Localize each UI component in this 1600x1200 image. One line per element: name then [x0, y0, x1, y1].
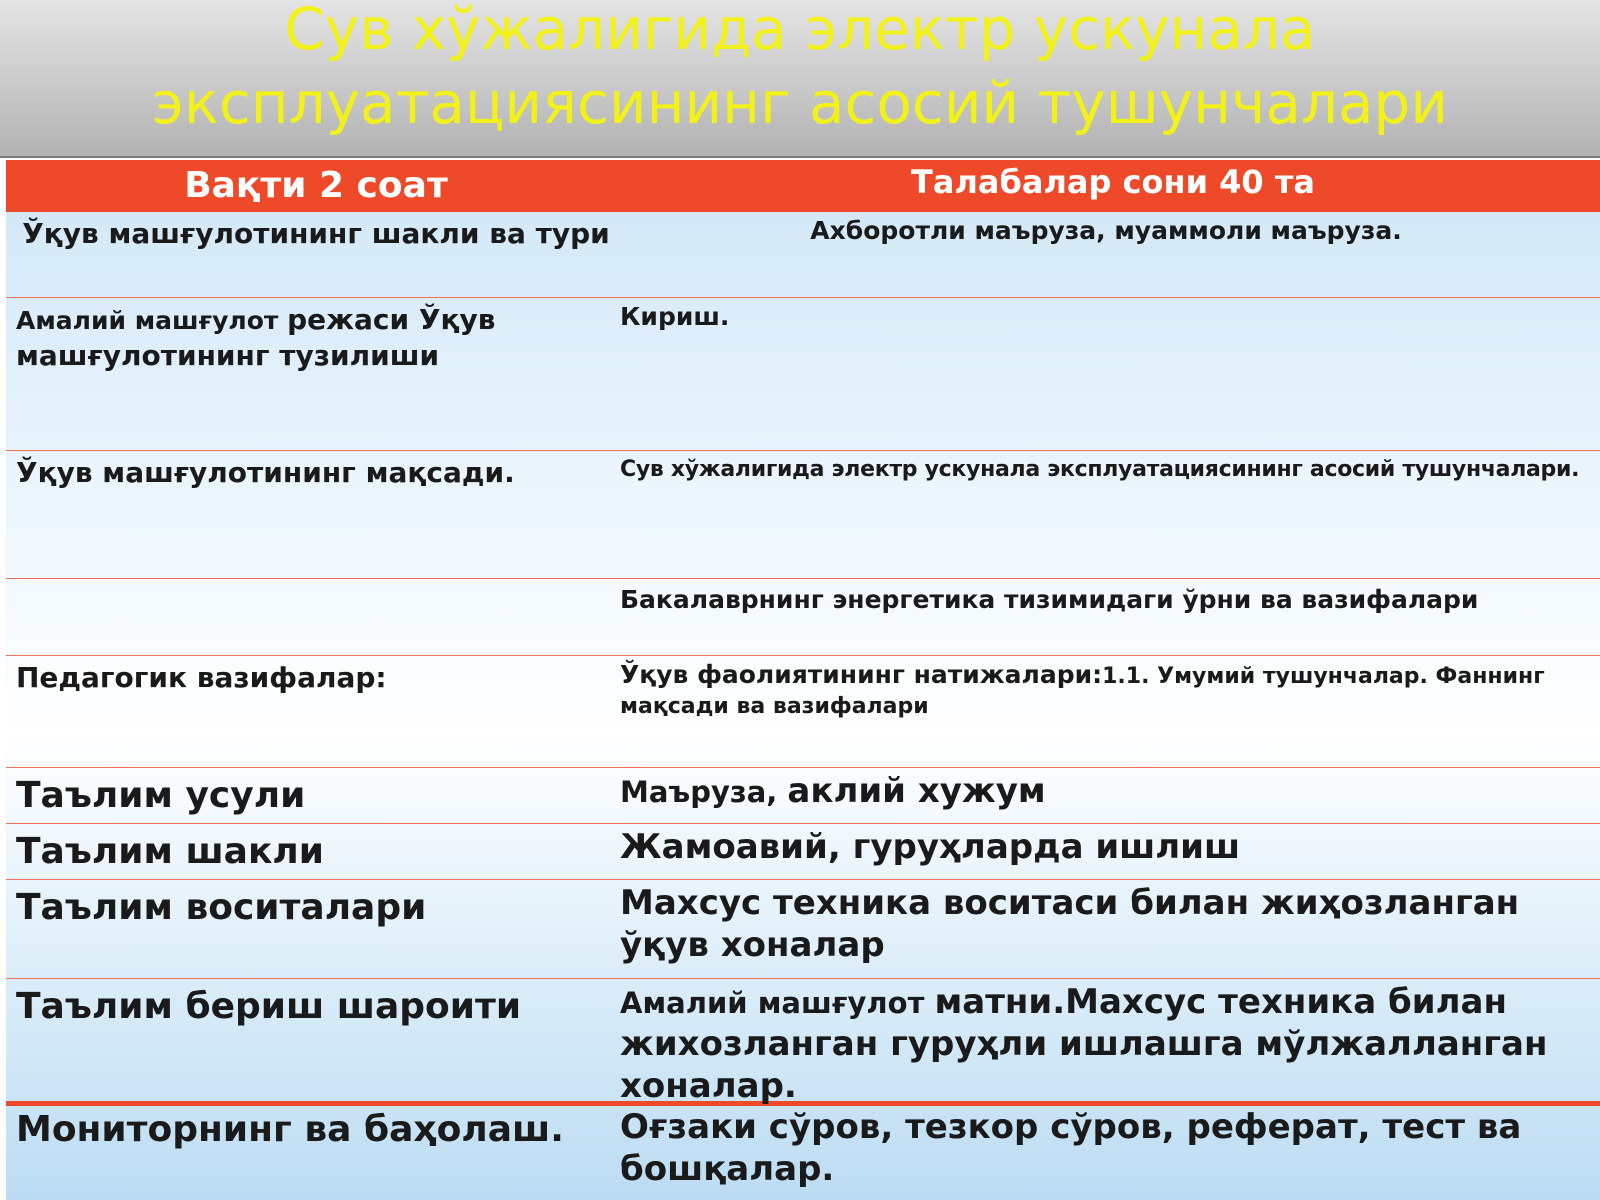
row-value: Сув хўжалигида электр ускунала эксплуатациясининг асосий тушунчалари.: [620, 457, 1580, 482]
table-row: [6, 579, 1600, 656]
table-row: [6, 212, 1600, 298]
row-value-rest: 1.1. Умумий тушунчалар. Фаннинг мақсади ва вазифалари: [620, 664, 1545, 719]
row-value-lead: Ўқув фаолиятининг натижалари:: [620, 660, 1103, 689]
row-value-rest: матни.Махсус техника билан жихозланган гуруҳли ишлашга мўлжалланган хоналар.: [620, 982, 1548, 1106]
row-label: Ўқув машғулотининг мақсади.: [16, 456, 515, 489]
row-label-main: режаси Ўқув машғулотининг тузилиши: [16, 303, 496, 372]
row-value-lead: Амалий машғулот: [620, 986, 935, 1020]
row-label-small: Амалий машғулот: [16, 306, 288, 335]
table-row: [6, 979, 1600, 1106]
row-label: Таълим шакли: [16, 831, 325, 872]
row-value-rest: аклий хужум: [787, 771, 1046, 811]
row-value: Ахборотли маъруза, муаммоли маъруза.: [810, 216, 1402, 245]
row-label: Педагогик вазифалар:: [16, 661, 387, 694]
table-row: [6, 656, 1600, 768]
header-student-count: Талабалар сони 40 та: [911, 163, 1315, 201]
row-label: Мониторнинг ва баҳолаш.: [16, 1109, 564, 1150]
row-value: Махсус техника воситаси билан жиҳозланган ўқув хоналар: [620, 883, 1520, 965]
table-row: [6, 880, 1600, 979]
row-label: Таълим усули: [16, 775, 306, 816]
table-row: [6, 768, 1600, 824]
header-duration: Вақти 2 соат: [184, 165, 448, 206]
row-value: [620, 981, 1592, 1107]
row-label: Таълим воситалари: [16, 887, 427, 928]
row-value: Оғзаки сўров, тезкор сўров, реферат, тест ва бошқалар.: [620, 1107, 1522, 1189]
row-value: [620, 770, 1592, 812]
table-row: [6, 824, 1600, 880]
row-value: Жамоавий, гуруҳларда ишлиш: [620, 827, 1241, 867]
slide-title-line-2: эксплуатациясининг асосий тушунчалари: [151, 69, 1449, 137]
row-label: Таълим бериш шароити: [16, 986, 522, 1027]
table-row: [6, 298, 1600, 451]
row-value: [620, 660, 1592, 722]
row-label: Ўқув машғулотининг шакли ва тури: [22, 217, 610, 250]
table-row: [6, 1106, 1600, 1200]
slide-title-bar: [0, 0, 1600, 158]
slide-title-line-1: Сув хўжалигида электр ускунала: [284, 0, 1316, 63]
row-value-lead: Маъруза,: [620, 775, 788, 809]
row-label: [16, 302, 616, 374]
row-value: Кириш.: [620, 302, 730, 331]
row-value: Бакалаврнинг энергетика тизимидаги ўрни ва вазифалари: [620, 585, 1479, 614]
table-row: [6, 451, 1600, 579]
lesson-plan-table: [6, 160, 1600, 1200]
table-header: [6, 160, 1600, 212]
